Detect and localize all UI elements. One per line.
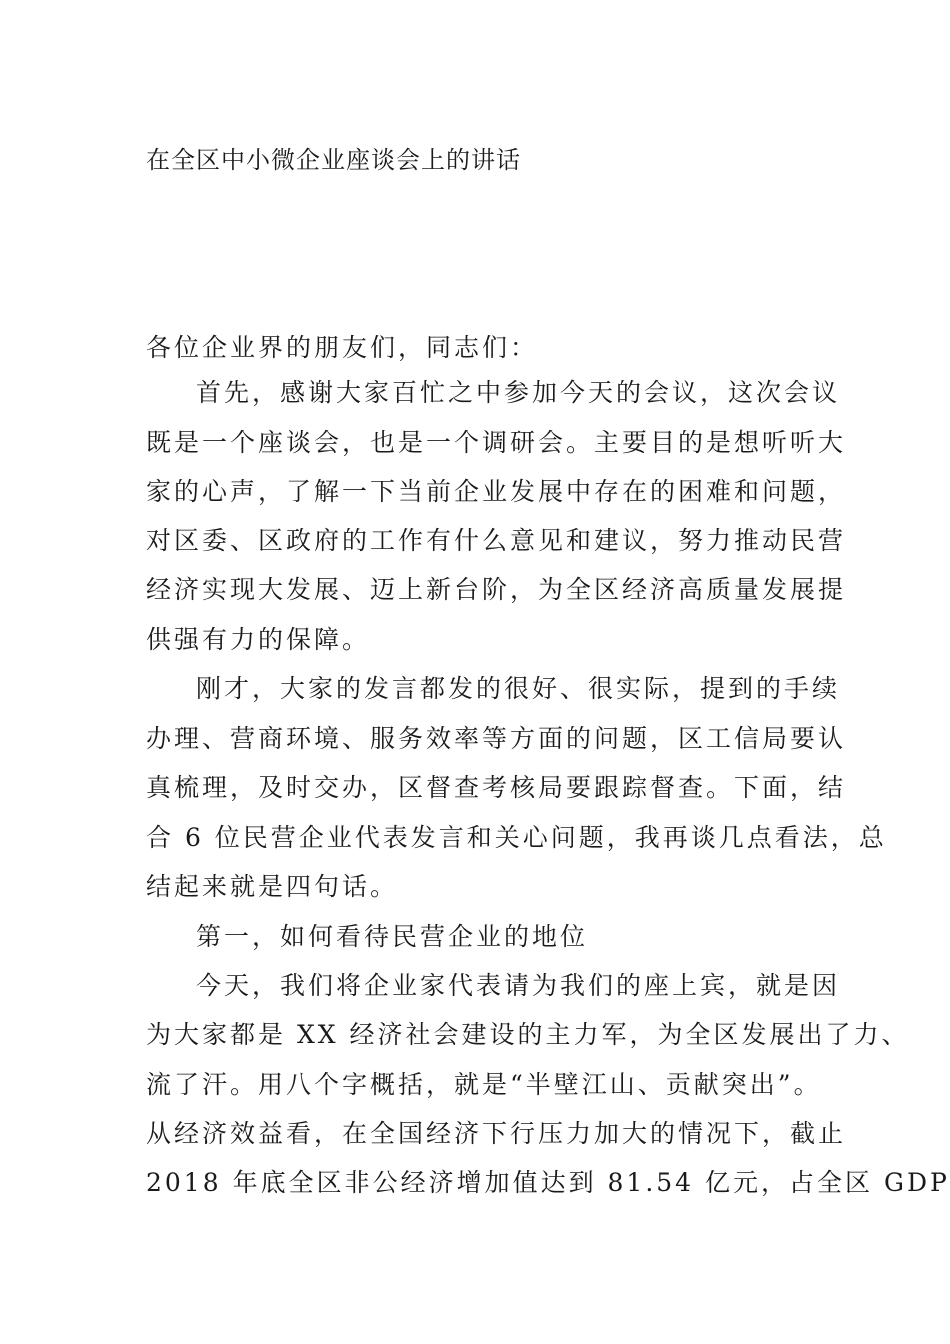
salutation-line: 各位企业界的朋友们，同志们： xyxy=(146,333,539,362)
paragraph-line: 真梳理，及时交办，区督查考核局要跟踪督查。下面，结 xyxy=(146,773,847,802)
paragraph-line: 刚才，大家的发言都发的很好、很实际，提到的手续 xyxy=(196,674,841,703)
paragraph-line: 供强有力的保障。 xyxy=(146,625,371,654)
paragraph-line: 对区委、区政府的工作有什么意见和建议，努力推动民营 xyxy=(146,526,847,555)
paragraph-line: 今天，我们将企业家代表请为我们的座上宾，就是因 xyxy=(196,971,841,1000)
paragraph-line: 流了汗。用八个字概括，就是“半壁江山、贡献突出”。 xyxy=(146,1070,822,1099)
paragraph-line: 从经济效益看，在全国经济下行压力加大的情况下，截止 xyxy=(146,1119,847,1148)
paragraph-line: 结起来就是四句话。 xyxy=(146,872,399,901)
document-title: 在全区中小微企业座谈会上的讲话 xyxy=(146,146,521,174)
section-heading: 第一，如何看待民营企业的地位 xyxy=(196,922,589,951)
paragraph-line: 合 6 位民营企业代表发言和关心问题，我再谈几点看法，总 xyxy=(146,823,887,852)
paragraph-line: 经济实现大发展、迈上新台阶，为全区经济高质量发展提 xyxy=(146,575,847,604)
paragraph-line: 办理、营商环境、服务效率等方面的问题，区工信局要认 xyxy=(146,724,847,753)
paragraph-line: 为大家都是 XX 经济社会建设的主力军，为全区发展出了力、 xyxy=(146,1020,910,1049)
paragraph-line: 首先，感谢大家百忙之中参加今天的会议，这次会议 xyxy=(196,378,841,407)
paragraph-line: 家的心声，了解一下当前企业发展中存在的困难和问题， xyxy=(146,477,847,506)
paragraph-line: 2018 年底全区非公经济增加值达到 81.54 亿元，占全区 GDP xyxy=(146,1168,950,1197)
paragraph-line: 既是一个座谈会，也是一个调研会。主要目的是想听听大 xyxy=(146,428,847,457)
